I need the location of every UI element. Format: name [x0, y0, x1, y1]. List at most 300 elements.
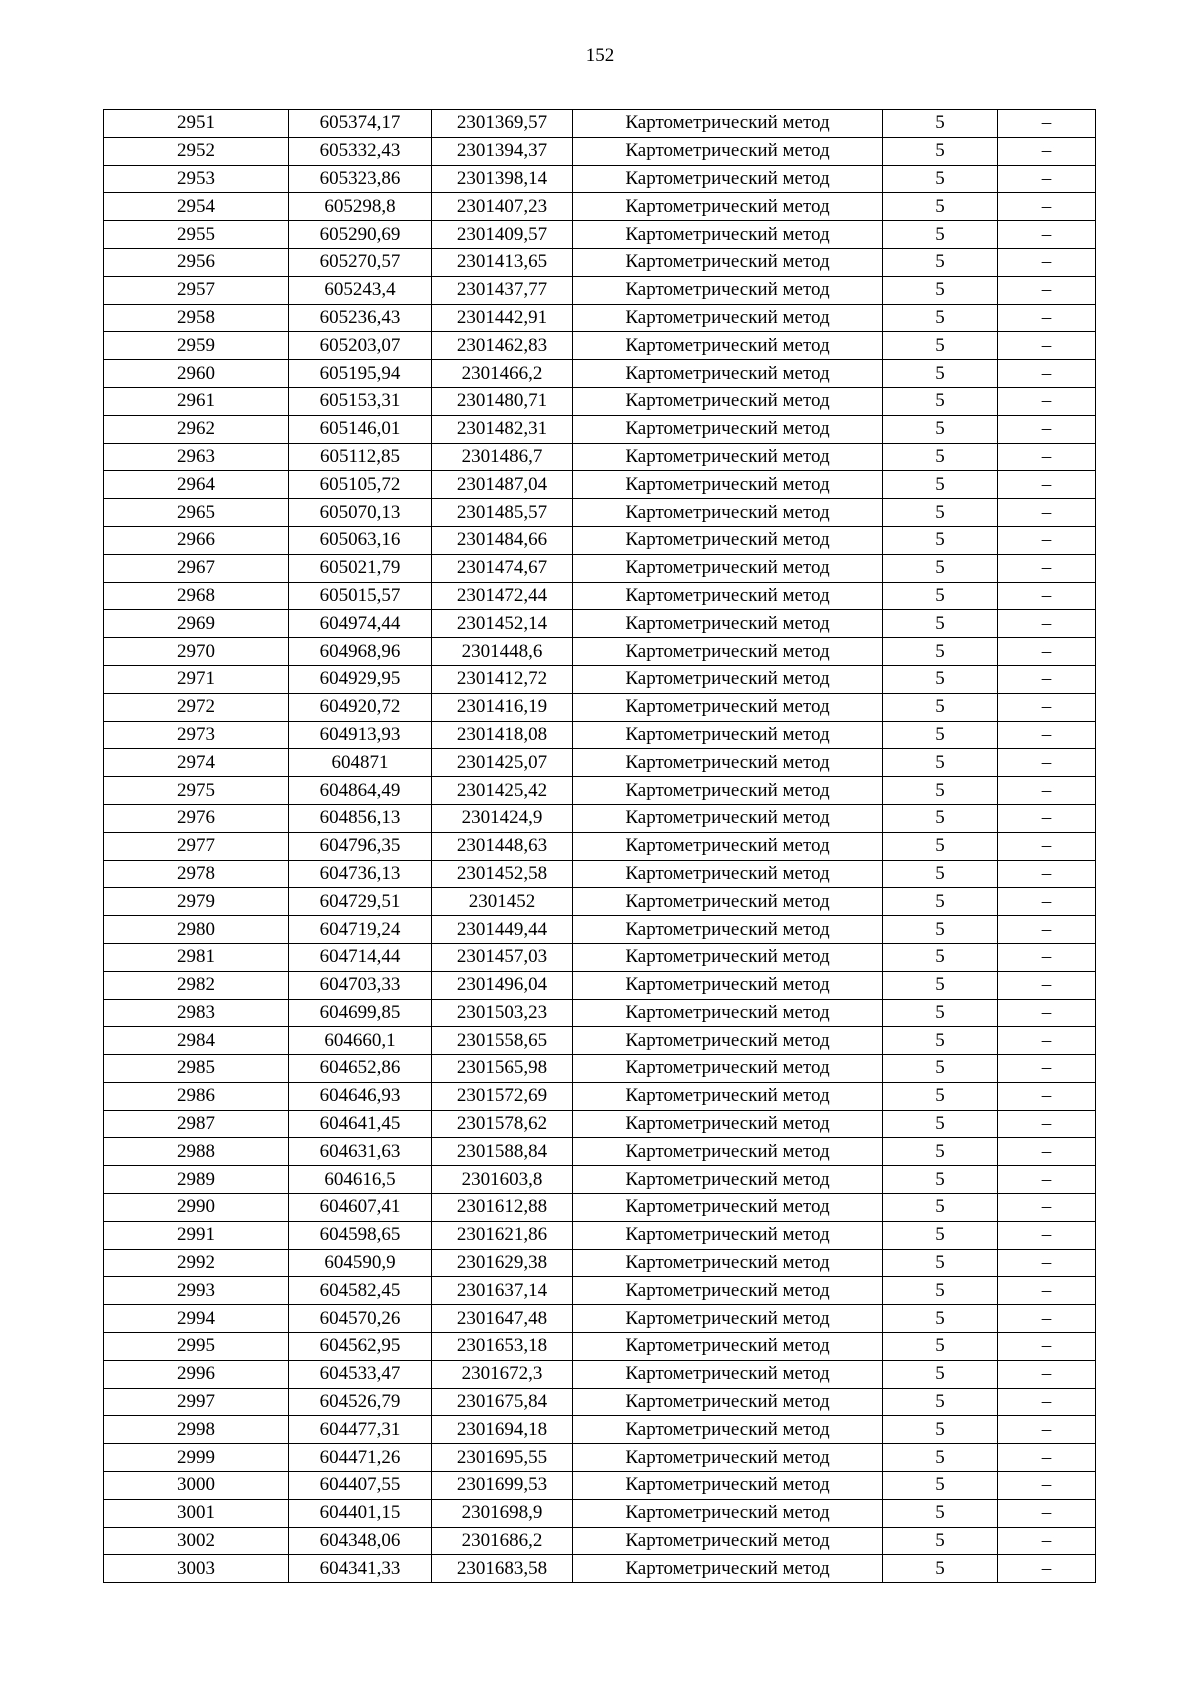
- point-number-cell: 3000: [104, 1472, 289, 1500]
- method-cell: Картометрический метод: [573, 248, 883, 276]
- method-cell: Картометрический метод: [573, 721, 883, 749]
- method-cell: Картометрический метод: [573, 916, 883, 944]
- table-row: [104, 582, 1096, 610]
- x-coordinate-cell: 604590,9: [289, 1249, 432, 1277]
- method-cell: Картометрический метод: [573, 554, 883, 582]
- description-cell: –: [998, 916, 1096, 944]
- accuracy-cell: 5: [883, 999, 998, 1027]
- table-row: [104, 1082, 1096, 1110]
- method-cell: Картометрический метод: [573, 193, 883, 221]
- y-coordinate-cell: 2301425,07: [432, 749, 573, 777]
- y-coordinate-cell: 2301558,65: [432, 1027, 573, 1055]
- accuracy-cell: 5: [883, 1138, 998, 1166]
- method-cell: Картометрический метод: [573, 1388, 883, 1416]
- y-coordinate-cell: 2301621,86: [432, 1221, 573, 1249]
- point-number-cell: 2966: [104, 526, 289, 554]
- y-coordinate-cell: 2301437,77: [432, 276, 573, 304]
- description-cell: –: [998, 1082, 1096, 1110]
- method-cell: Картометрический метод: [573, 332, 883, 360]
- y-coordinate-cell: 2301474,67: [432, 554, 573, 582]
- y-coordinate-cell: 2301424,9: [432, 804, 573, 832]
- y-coordinate-cell: 2301466,2: [432, 360, 573, 388]
- method-cell: Картометрический метод: [573, 1166, 883, 1194]
- x-coordinate-cell: 605270,57: [289, 248, 432, 276]
- x-coordinate-cell: 605332,43: [289, 137, 432, 165]
- y-coordinate-cell: 2301418,08: [432, 721, 573, 749]
- y-coordinate-cell: 2301412,72: [432, 665, 573, 693]
- point-number-cell: 2992: [104, 1249, 289, 1277]
- method-cell: Картометрический метод: [573, 582, 883, 610]
- accuracy-cell: 5: [883, 1305, 998, 1333]
- point-number-cell: 2990: [104, 1194, 289, 1222]
- x-coordinate-cell: 604533,47: [289, 1360, 432, 1388]
- description-cell: –: [998, 415, 1096, 443]
- x-coordinate-cell: 605105,72: [289, 471, 432, 499]
- method-cell: Картометрический метод: [573, 221, 883, 249]
- method-cell: Картометрический метод: [573, 1360, 883, 1388]
- point-number-cell: 2973: [104, 721, 289, 749]
- y-coordinate-cell: 2301452: [432, 888, 573, 916]
- y-coordinate-cell: 2301369,57: [432, 110, 573, 138]
- description-cell: –: [998, 721, 1096, 749]
- point-number-cell: 2976: [104, 804, 289, 832]
- description-cell: –: [998, 332, 1096, 360]
- description-cell: –: [998, 1055, 1096, 1083]
- method-cell: Картометрический метод: [573, 1249, 883, 1277]
- method-cell: Картометрический метод: [573, 1555, 883, 1583]
- description-cell: –: [998, 1499, 1096, 1527]
- y-coordinate-cell: 2301694,18: [432, 1416, 573, 1444]
- accuracy-cell: 5: [883, 582, 998, 610]
- point-number-cell: 2975: [104, 777, 289, 805]
- point-number-cell: 2998: [104, 1416, 289, 1444]
- point-number-cell: 2988: [104, 1138, 289, 1166]
- y-coordinate-cell: 2301637,14: [432, 1277, 573, 1305]
- y-coordinate-cell: 2301394,37: [432, 137, 573, 165]
- accuracy-cell: 5: [883, 1027, 998, 1055]
- method-cell: Картометрический метод: [573, 888, 883, 916]
- point-number-cell: 2972: [104, 693, 289, 721]
- accuracy-cell: 5: [883, 693, 998, 721]
- method-cell: Картометрический метод: [573, 1416, 883, 1444]
- y-coordinate-cell: 2301484,66: [432, 526, 573, 554]
- y-coordinate-cell: 2301675,84: [432, 1388, 573, 1416]
- accuracy-cell: 5: [883, 554, 998, 582]
- description-cell: –: [998, 1221, 1096, 1249]
- description-cell: –: [998, 888, 1096, 916]
- accuracy-cell: 5: [883, 165, 998, 193]
- x-coordinate-cell: 604607,41: [289, 1194, 432, 1222]
- point-number-cell: 2986: [104, 1082, 289, 1110]
- y-coordinate-cell: 2301496,04: [432, 971, 573, 999]
- y-coordinate-cell: 2301486,7: [432, 443, 573, 471]
- method-cell: Картометрический метод: [573, 860, 883, 888]
- x-coordinate-cell: 605290,69: [289, 221, 432, 249]
- point-number-cell: 2960: [104, 360, 289, 388]
- description-cell: –: [998, 1027, 1096, 1055]
- table-row: [104, 1110, 1096, 1138]
- description-cell: –: [998, 860, 1096, 888]
- description-cell: –: [998, 248, 1096, 276]
- y-coordinate-cell: 2301603,8: [432, 1166, 573, 1194]
- accuracy-cell: 5: [883, 610, 998, 638]
- y-coordinate-cell: 2301452,58: [432, 860, 573, 888]
- description-cell: –: [998, 110, 1096, 138]
- accuracy-cell: 5: [883, 1277, 998, 1305]
- table-row: [104, 1166, 1096, 1194]
- x-coordinate-cell: 604736,13: [289, 860, 432, 888]
- x-coordinate-cell: 604871: [289, 749, 432, 777]
- y-coordinate-cell: 2301480,71: [432, 387, 573, 415]
- y-coordinate-cell: 2301572,69: [432, 1082, 573, 1110]
- method-cell: Картометрический метод: [573, 1194, 883, 1222]
- point-number-cell: 2984: [104, 1027, 289, 1055]
- x-coordinate-cell: 604471,26: [289, 1444, 432, 1472]
- accuracy-cell: 5: [883, 1249, 998, 1277]
- table-row: [104, 526, 1096, 554]
- accuracy-cell: 5: [883, 1110, 998, 1138]
- y-coordinate-cell: 2301442,91: [432, 304, 573, 332]
- description-cell: –: [998, 554, 1096, 582]
- point-number-cell: 2967: [104, 554, 289, 582]
- x-coordinate-cell: 604660,1: [289, 1027, 432, 1055]
- x-coordinate-cell: 604714,44: [289, 943, 432, 971]
- accuracy-cell: 5: [883, 1416, 998, 1444]
- accuracy-cell: 5: [883, 526, 998, 554]
- table-row: [104, 443, 1096, 471]
- x-coordinate-cell: 604864,49: [289, 777, 432, 805]
- x-coordinate-cell: 604341,33: [289, 1555, 432, 1583]
- accuracy-cell: 5: [883, 1499, 998, 1527]
- accuracy-cell: 5: [883, 916, 998, 944]
- y-coordinate-cell: 2301698,9: [432, 1499, 573, 1527]
- accuracy-cell: 5: [883, 1388, 998, 1416]
- x-coordinate-cell: 605236,43: [289, 304, 432, 332]
- description-cell: –: [998, 304, 1096, 332]
- x-coordinate-cell: 605323,86: [289, 165, 432, 193]
- point-number-cell: 3003: [104, 1555, 289, 1583]
- y-coordinate-cell: 2301487,04: [432, 471, 573, 499]
- description-cell: –: [998, 610, 1096, 638]
- y-coordinate-cell: 2301416,19: [432, 693, 573, 721]
- description-cell: –: [998, 471, 1096, 499]
- table-row: [104, 221, 1096, 249]
- accuracy-cell: 5: [883, 1472, 998, 1500]
- table-row: [104, 1527, 1096, 1555]
- point-number-cell: 2985: [104, 1055, 289, 1083]
- y-coordinate-cell: 2301647,48: [432, 1305, 573, 1333]
- table-row: [104, 610, 1096, 638]
- accuracy-cell: 5: [883, 777, 998, 805]
- table-row: [104, 387, 1096, 415]
- table-row: [104, 1416, 1096, 1444]
- method-cell: Картометрический метод: [573, 1221, 883, 1249]
- y-coordinate-cell: 2301452,14: [432, 610, 573, 638]
- point-number-cell: 2989: [104, 1166, 289, 1194]
- accuracy-cell: 5: [883, 749, 998, 777]
- description-cell: –: [998, 1305, 1096, 1333]
- description-cell: –: [998, 1555, 1096, 1583]
- table-row: [104, 777, 1096, 805]
- table-row: [104, 471, 1096, 499]
- method-cell: Картометрический метод: [573, 1027, 883, 1055]
- x-coordinate-cell: 604348,06: [289, 1527, 432, 1555]
- description-cell: –: [998, 1138, 1096, 1166]
- description-cell: –: [998, 1194, 1096, 1222]
- point-number-cell: 2994: [104, 1305, 289, 1333]
- description-cell: –: [998, 971, 1096, 999]
- table-row: [104, 193, 1096, 221]
- point-number-cell: 2952: [104, 137, 289, 165]
- description-cell: –: [998, 387, 1096, 415]
- point-number-cell: 2997: [104, 1388, 289, 1416]
- y-coordinate-cell: 2301686,2: [432, 1527, 573, 1555]
- description-cell: –: [998, 360, 1096, 388]
- description-cell: –: [998, 165, 1096, 193]
- x-coordinate-cell: 605243,4: [289, 276, 432, 304]
- table-row: [104, 1221, 1096, 1249]
- x-coordinate-cell: 605015,57: [289, 582, 432, 610]
- method-cell: Картометрический метод: [573, 415, 883, 443]
- y-coordinate-cell: 2301398,14: [432, 165, 573, 193]
- method-cell: Картометрический метод: [573, 137, 883, 165]
- x-coordinate-cell: 604913,93: [289, 721, 432, 749]
- point-number-cell: 2983: [104, 999, 289, 1027]
- description-cell: –: [998, 137, 1096, 165]
- x-coordinate-cell: 604719,24: [289, 916, 432, 944]
- description-cell: –: [998, 1472, 1096, 1500]
- description-cell: –: [998, 804, 1096, 832]
- y-coordinate-cell: 2301425,42: [432, 777, 573, 805]
- x-coordinate-cell: 604477,31: [289, 1416, 432, 1444]
- table-row: [104, 888, 1096, 916]
- y-coordinate-cell: 2301699,53: [432, 1472, 573, 1500]
- method-cell: Картометрический метод: [573, 1499, 883, 1527]
- y-coordinate-cell: 2301407,23: [432, 193, 573, 221]
- table-row: [104, 721, 1096, 749]
- y-coordinate-cell: 2301578,62: [432, 1110, 573, 1138]
- table-row: [104, 415, 1096, 443]
- accuracy-cell: 5: [883, 1333, 998, 1361]
- point-number-cell: 2953: [104, 165, 289, 193]
- accuracy-cell: 5: [883, 110, 998, 138]
- y-coordinate-cell: 2301448,63: [432, 832, 573, 860]
- y-coordinate-cell: 2301413,65: [432, 248, 573, 276]
- method-cell: Картометрический метод: [573, 499, 883, 527]
- table-row: [104, 1027, 1096, 1055]
- accuracy-cell: 5: [883, 943, 998, 971]
- method-cell: Картометрический метод: [573, 999, 883, 1027]
- point-number-cell: 2995: [104, 1333, 289, 1361]
- accuracy-cell: 5: [883, 499, 998, 527]
- table-row: [104, 1388, 1096, 1416]
- point-number-cell: 3002: [104, 1527, 289, 1555]
- accuracy-cell: 5: [883, 332, 998, 360]
- table-row: [104, 804, 1096, 832]
- table-row: [104, 999, 1096, 1027]
- table-row: [104, 1277, 1096, 1305]
- description-cell: –: [998, 832, 1096, 860]
- accuracy-cell: 5: [883, 1166, 998, 1194]
- x-coordinate-cell: 605298,8: [289, 193, 432, 221]
- point-number-cell: 2974: [104, 749, 289, 777]
- accuracy-cell: 5: [883, 443, 998, 471]
- method-cell: Картометрический метод: [573, 1472, 883, 1500]
- y-coordinate-cell: 2301449,44: [432, 916, 573, 944]
- y-coordinate-cell: 2301472,44: [432, 582, 573, 610]
- y-coordinate-cell: 2301565,98: [432, 1055, 573, 1083]
- method-cell: Картометрический метод: [573, 304, 883, 332]
- x-coordinate-cell: 605063,16: [289, 526, 432, 554]
- method-cell: Картометрический метод: [573, 360, 883, 388]
- x-coordinate-cell: 604929,95: [289, 665, 432, 693]
- method-cell: Картометрический метод: [573, 693, 883, 721]
- description-cell: –: [998, 276, 1096, 304]
- description-cell: –: [998, 499, 1096, 527]
- y-coordinate-cell: 2301683,58: [432, 1555, 573, 1583]
- x-coordinate-cell: 605153,31: [289, 387, 432, 415]
- table-row: [104, 693, 1096, 721]
- x-coordinate-cell: 604407,55: [289, 1472, 432, 1500]
- description-cell: –: [998, 1416, 1096, 1444]
- description-cell: –: [998, 1277, 1096, 1305]
- point-number-cell: 2958: [104, 304, 289, 332]
- coordinates-table-body: [104, 110, 1096, 1583]
- x-coordinate-cell: 604631,63: [289, 1138, 432, 1166]
- description-cell: –: [998, 749, 1096, 777]
- method-cell: Картометрический метод: [573, 1527, 883, 1555]
- point-number-cell: 2965: [104, 499, 289, 527]
- x-coordinate-cell: 604920,72: [289, 693, 432, 721]
- x-coordinate-cell: 604796,35: [289, 832, 432, 860]
- table-row: [104, 1305, 1096, 1333]
- coordinates-table: [103, 109, 1096, 1583]
- description-cell: –: [998, 1527, 1096, 1555]
- description-cell: –: [998, 582, 1096, 610]
- point-number-cell: 2959: [104, 332, 289, 360]
- accuracy-cell: 5: [883, 137, 998, 165]
- method-cell: Картометрический метод: [573, 471, 883, 499]
- description-cell: –: [998, 1360, 1096, 1388]
- accuracy-cell: 5: [883, 804, 998, 832]
- point-number-cell: 2954: [104, 193, 289, 221]
- x-coordinate-cell: 604616,5: [289, 1166, 432, 1194]
- accuracy-cell: 5: [883, 1444, 998, 1472]
- table-row: [104, 248, 1096, 276]
- accuracy-cell: 5: [883, 221, 998, 249]
- description-cell: –: [998, 693, 1096, 721]
- table-row: [104, 360, 1096, 388]
- description-cell: –: [998, 193, 1096, 221]
- x-coordinate-cell: 604703,33: [289, 971, 432, 999]
- table-row: [104, 1055, 1096, 1083]
- x-coordinate-cell: 604598,65: [289, 1221, 432, 1249]
- accuracy-cell: 5: [883, 1360, 998, 1388]
- y-coordinate-cell: 2301462,83: [432, 332, 573, 360]
- table-row: [104, 137, 1096, 165]
- description-cell: –: [998, 1110, 1096, 1138]
- point-number-cell: 2957: [104, 276, 289, 304]
- accuracy-cell: 5: [883, 665, 998, 693]
- x-coordinate-cell: 604699,85: [289, 999, 432, 1027]
- method-cell: Картометрический метод: [573, 526, 883, 554]
- table-row: [104, 943, 1096, 971]
- table-row: [104, 1360, 1096, 1388]
- table-row: [104, 832, 1096, 860]
- point-number-cell: 2979: [104, 888, 289, 916]
- x-coordinate-cell: 604856,13: [289, 804, 432, 832]
- table-row: [104, 749, 1096, 777]
- table-row: [104, 971, 1096, 999]
- method-cell: Картометрический метод: [573, 1444, 883, 1472]
- accuracy-cell: 5: [883, 888, 998, 916]
- point-number-cell: 2991: [104, 1221, 289, 1249]
- point-number-cell: 2962: [104, 415, 289, 443]
- table-row: [104, 1472, 1096, 1500]
- table-row: [104, 554, 1096, 582]
- table-row: [104, 1194, 1096, 1222]
- y-coordinate-cell: 2301409,57: [432, 221, 573, 249]
- method-cell: Картометрический метод: [573, 1305, 883, 1333]
- point-number-cell: 2955: [104, 221, 289, 249]
- accuracy-cell: 5: [883, 1055, 998, 1083]
- point-number-cell: 2956: [104, 248, 289, 276]
- point-number-cell: 2996: [104, 1360, 289, 1388]
- accuracy-cell: 5: [883, 248, 998, 276]
- accuracy-cell: 5: [883, 1527, 998, 1555]
- method-cell: Картометрический метод: [573, 110, 883, 138]
- point-number-cell: 2971: [104, 665, 289, 693]
- x-coordinate-cell: 605203,07: [289, 332, 432, 360]
- description-cell: –: [998, 1333, 1096, 1361]
- x-coordinate-cell: 604974,44: [289, 610, 432, 638]
- x-coordinate-cell: 605146,01: [289, 415, 432, 443]
- accuracy-cell: 5: [883, 1194, 998, 1222]
- method-cell: Картометрический метод: [573, 971, 883, 999]
- x-coordinate-cell: 605070,13: [289, 499, 432, 527]
- table-row: [104, 860, 1096, 888]
- method-cell: Картометрический метод: [573, 443, 883, 471]
- point-number-cell: 2977: [104, 832, 289, 860]
- y-coordinate-cell: 2301448,6: [432, 638, 573, 666]
- table-row: [104, 276, 1096, 304]
- x-coordinate-cell: 604968,96: [289, 638, 432, 666]
- description-cell: –: [998, 1166, 1096, 1194]
- y-coordinate-cell: 2301503,23: [432, 999, 573, 1027]
- y-coordinate-cell: 2301629,38: [432, 1249, 573, 1277]
- table-row: [104, 1333, 1096, 1361]
- point-number-cell: 2980: [104, 916, 289, 944]
- accuracy-cell: 5: [883, 360, 998, 388]
- table-row: [104, 638, 1096, 666]
- y-coordinate-cell: 2301457,03: [432, 943, 573, 971]
- table-row: [104, 499, 1096, 527]
- method-cell: Картометрический метод: [573, 1055, 883, 1083]
- x-coordinate-cell: 605195,94: [289, 360, 432, 388]
- method-cell: Картометрический метод: [573, 1138, 883, 1166]
- table-row: [104, 1555, 1096, 1583]
- method-cell: Картометрический метод: [573, 1110, 883, 1138]
- table-row: [104, 1499, 1096, 1527]
- x-coordinate-cell: 605374,17: [289, 110, 432, 138]
- accuracy-cell: 5: [883, 415, 998, 443]
- method-cell: Картометрический метод: [573, 1277, 883, 1305]
- table-row: [104, 304, 1096, 332]
- y-coordinate-cell: 2301653,18: [432, 1333, 573, 1361]
- table-row: [104, 165, 1096, 193]
- x-coordinate-cell: 604570,26: [289, 1305, 432, 1333]
- method-cell: Картометрический метод: [573, 610, 883, 638]
